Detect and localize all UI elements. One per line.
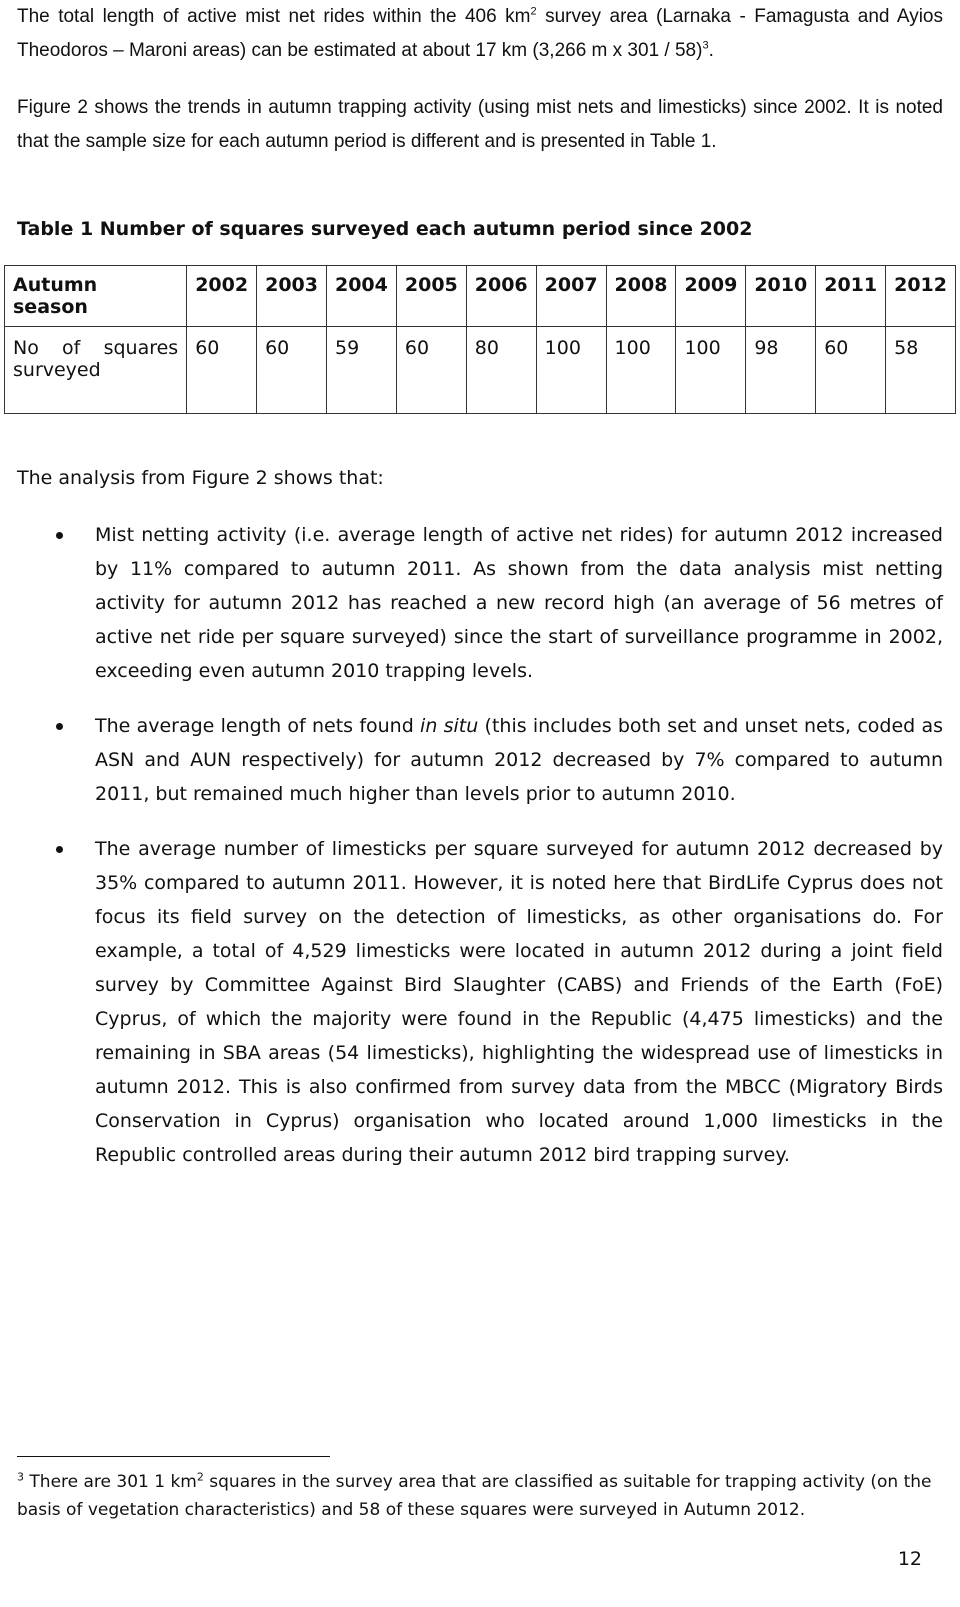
value-cell: 58	[886, 327, 956, 414]
superscript: 2	[530, 5, 537, 18]
value-cell: 60	[396, 327, 466, 414]
bullet-icon	[56, 532, 63, 539]
value-cell: 100	[676, 327, 746, 414]
year-cell: 2007	[536, 266, 606, 327]
year-cell: 2004	[326, 266, 396, 327]
footnote	[17, 1468, 943, 1524]
value-cell: 60	[816, 327, 886, 414]
footnote-marker: 3	[17, 1470, 24, 1484]
paragraph-figure-2-intro: Figure 2 shows the trends in autumn trapping activity (using mist nets and limesticks) since 2002. It is noted that the sample size for each autumn period is different and is presented in Table 1.	[17, 97, 943, 152]
year-cell: 2003	[257, 266, 327, 327]
footnote-text: There are 301 1 km	[24, 1472, 197, 1492]
value-cell: 100	[536, 327, 606, 414]
list-item-emphasis: in situ	[420, 715, 479, 737]
year-cell: 2010	[746, 266, 816, 327]
list-item-text: The average length of nets found	[95, 715, 421, 737]
analysis-intro: The analysis from Figure 2 shows that:	[17, 467, 384, 489]
superscript: 2	[196, 1470, 204, 1484]
bullet-icon	[56, 846, 63, 853]
row-label-cell: No of squares surveyed	[5, 327, 187, 414]
paragraph-text: The total length of active mist net rides within the 406 km	[17, 6, 531, 27]
value-cell: 59	[326, 327, 396, 414]
value-cell: 80	[466, 327, 536, 414]
list-item	[0, 832, 943, 1172]
table-header-row	[5, 266, 956, 327]
table-caption: Table 1 Number of squares surveyed each autumn period since 2002	[17, 218, 753, 240]
findings-list	[0, 518, 943, 1193]
list-item-text: Mist netting activity (i.e. average length of active net rides) for autumn 2012 increased by 11% compared to autumn 2011. As shown from the data analysis mist netting activity for autumn 2012 has reached a new record high (an average of 56 metres of active net ride per square surveyed) since the start of surveillance programme in 2002, exceeding even autumn 2010 trapping levels.	[95, 524, 943, 682]
squares-surveyed-table	[4, 265, 956, 414]
paragraph-text: .	[708, 40, 714, 61]
list-item-text: The average number of limesticks per square surveyed for autumn 2012 decreased by 35% compared to autumn 2011. However, it is noted here that BirdLife Cyprus does not focus its field survey on the detection of limesticks, as other organisations do. For example, a total of 4,529 limesticks were located in autumn 2012 during a joint field survey by Committee Against Bird Slaughter (CABS) and Friends of the Earth (FoE) Cyprus, of which the majority were found in the Republic (4,475 limesticks) and the remaining in SBA areas (54 limesticks), highlighting the widespread use of limesticks in autumn 2012. This is also confirmed from survey data from the MBCC (Migratory Birds Conservation in Cyprus) organisation who located around 1,000 limesticks in the Republic controlled areas during their autumn 2012 bird trapping survey.	[95, 838, 943, 1166]
year-cell: 2009	[676, 266, 746, 327]
value-cell: 60	[187, 327, 257, 414]
footnote-divider	[17, 1456, 330, 1457]
value-cell: 60	[257, 327, 327, 414]
list-item-text: (this includes both set and unset nets, coded as ASN and AUN respectively) for autumn 2012 decreased by 7% compared to autumn 2011, but remained much higher than levels prior to autumn 2010.	[95, 715, 943, 805]
value-cell: 98	[746, 327, 816, 414]
list-item	[0, 709, 943, 811]
list-item	[0, 518, 943, 688]
year-cell: 2012	[886, 266, 956, 327]
header-label-cell: Autumn season	[5, 266, 187, 327]
year-cell: 2011	[816, 266, 886, 327]
year-cell: 2008	[606, 266, 676, 327]
year-cell: 2002	[187, 266, 257, 327]
paragraph-mist-net-length	[17, 0, 943, 68]
year-cell: 2006	[466, 266, 536, 327]
footnote-text: squares in the survey area that are classified as suitable for trapping activity (on the basis of vegetation characteristics) and 58 of these squares were surveyed in Autumn 2012.	[17, 1472, 932, 1520]
footnote-reference[interactable]: 3	[702, 39, 709, 52]
value-cell: 100	[606, 327, 676, 414]
bullet-icon	[56, 723, 63, 730]
page-number: 12	[897, 1548, 922, 1570]
year-cell: 2005	[396, 266, 466, 327]
table-row	[5, 327, 956, 414]
paragraph-text: survey area (Larnaka - Famagusta and Ayios Theodoros – Maroni areas) can be estimated at about 17 km (3,266 m x 301 / 58)	[17, 6, 944, 61]
